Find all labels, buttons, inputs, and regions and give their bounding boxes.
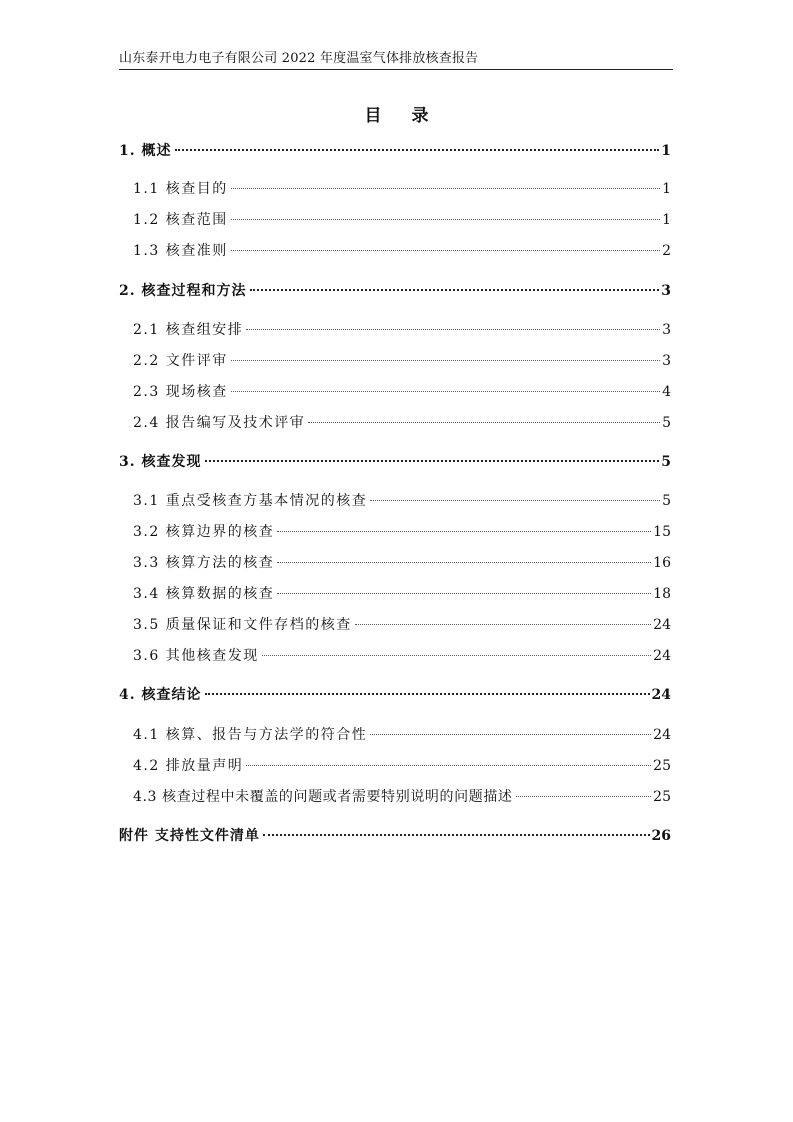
toc-entry-label: 2.3 现场核查: [133, 384, 228, 400]
toc-leader-dots: [277, 561, 651, 563]
toc-entry-page: 24: [653, 648, 671, 664]
toc-entry-label: 4.3 核查过程中未覆盖的问题或者需要特别说明的问题描述: [133, 789, 513, 805]
toc-entry-page: 26: [651, 828, 671, 844]
toc-entry-label: 3.5 质量保证和文件存档的核查: [133, 617, 352, 633]
toc-entry[interactable]: [119, 685, 671, 705]
toc-entry[interactable]: [119, 826, 671, 846]
page-header: 山东泰开电力电子有限公司 2022 年度温室气体排放核查报告: [119, 50, 673, 70]
toc-entry-page: 24: [651, 687, 671, 703]
toc-entry-page: 1: [662, 181, 671, 197]
toc-entry-label: 3.4 核算数据的核查: [133, 586, 275, 602]
toc-entry[interactable]: [133, 179, 671, 199]
toc-entry[interactable]: [133, 553, 671, 573]
toc-entry[interactable]: [133, 725, 671, 745]
toc-entry-label: 4.1 核算、报告与方法学的符合性: [133, 727, 368, 743]
toc-entry-page: 25: [653, 758, 671, 774]
toc-entry[interactable]: [133, 413, 671, 433]
toc-entry[interactable]: [133, 491, 671, 511]
toc-entry-label: 1.3 核查准则: [133, 243, 228, 259]
toc-entry-page: 24: [653, 617, 671, 633]
toc-entry-label: 2. 核查过程和方法: [119, 283, 247, 299]
toc-leader-dots: [231, 390, 660, 392]
toc-entry[interactable]: [133, 241, 671, 261]
toc-entry-page: 1: [661, 143, 671, 159]
toc-entry[interactable]: [133, 615, 671, 635]
toc-leader-dots: [516, 795, 652, 797]
toc-entry[interactable]: [119, 452, 671, 472]
toc-leader-dots: [246, 764, 651, 766]
toc-entry-label: 4. 核查结论: [119, 687, 202, 703]
toc-entry-label: 附件 支持性文件清单: [119, 828, 260, 844]
toc-entry-label: 3. 核查发现: [119, 454, 202, 470]
toc-entry[interactable]: [133, 756, 671, 776]
toc-entry-page: 5: [662, 415, 671, 431]
toc-entry-label: 4.2 排放量声明: [133, 758, 244, 774]
toc-entry[interactable]: [119, 281, 671, 301]
toc-entry-page: 3: [662, 322, 671, 338]
toc-leader-dots: [262, 654, 651, 656]
toc-leader-dots: [205, 692, 650, 695]
toc-entry-page: 5: [662, 493, 671, 509]
toc-entry-page: 24: [653, 727, 671, 743]
toc-entry-page: 2: [662, 243, 671, 259]
toc-leader-dots: [231, 187, 660, 189]
toc-leader-dots: [308, 421, 660, 423]
toc-entry[interactable]: [119, 141, 671, 161]
toc-leader-dots: [355, 623, 651, 625]
toc-entry-label: 3.1 重点受核查方基本情况的核查: [133, 493, 368, 509]
toc-entry-page: 4: [662, 384, 671, 400]
toc-leader-dots: [250, 288, 660, 291]
toc-leader-dots: [246, 328, 660, 330]
toc-entry[interactable]: [133, 320, 671, 340]
toc-entry-label: 1.2 核查范围: [133, 212, 228, 228]
toc-entry-label: 1.1 核查目的: [133, 181, 228, 197]
toc-entry-page: 18: [653, 586, 671, 602]
toc-entry[interactable]: [133, 351, 671, 371]
toc-entry-page: 15: [653, 524, 671, 540]
toc-leader-dots: [205, 459, 660, 462]
toc-entry[interactable]: [133, 787, 671, 807]
toc-leader-dots: [263, 833, 650, 836]
toc-leader-dots: [231, 359, 660, 361]
toc-title: 目 录: [364, 106, 441, 126]
toc-entry-page: 5: [661, 454, 671, 470]
toc-leader-dots: [370, 733, 651, 735]
toc-entry-label: 2.2 文件评审: [133, 353, 228, 369]
toc-entry-label: 3.2 核算边界的核查: [133, 524, 275, 540]
toc-leader-dots: [175, 148, 660, 151]
toc-entry-label: 2.1 核查组安排: [133, 322, 244, 338]
toc-entry-page: 1: [662, 212, 671, 228]
toc-entry[interactable]: [133, 522, 671, 542]
toc-entry-page: 25: [653, 789, 671, 805]
toc-leader-dots: [277, 530, 651, 532]
toc-entry[interactable]: [133, 584, 671, 604]
toc-leader-dots: [231, 249, 660, 251]
toc-entry-label: 2.4 报告编写及技术评审: [133, 415, 306, 431]
toc-leader-dots: [231, 218, 660, 220]
toc-entry[interactable]: [133, 646, 671, 666]
toc-entry[interactable]: [133, 382, 671, 402]
toc-entry-page: 3: [662, 353, 671, 369]
toc-entry-page: 16: [653, 555, 671, 571]
toc-entry-page: 3: [661, 283, 671, 299]
toc-entry[interactable]: [133, 210, 671, 230]
toc-entry-label: 1. 概述: [119, 143, 172, 159]
toc-leader-dots: [370, 499, 660, 501]
toc-leader-dots: [277, 592, 651, 594]
toc-entry-label: 3.3 核算方法的核查: [133, 555, 275, 571]
toc-entry-label: 3.6 其他核查发现: [133, 648, 259, 664]
